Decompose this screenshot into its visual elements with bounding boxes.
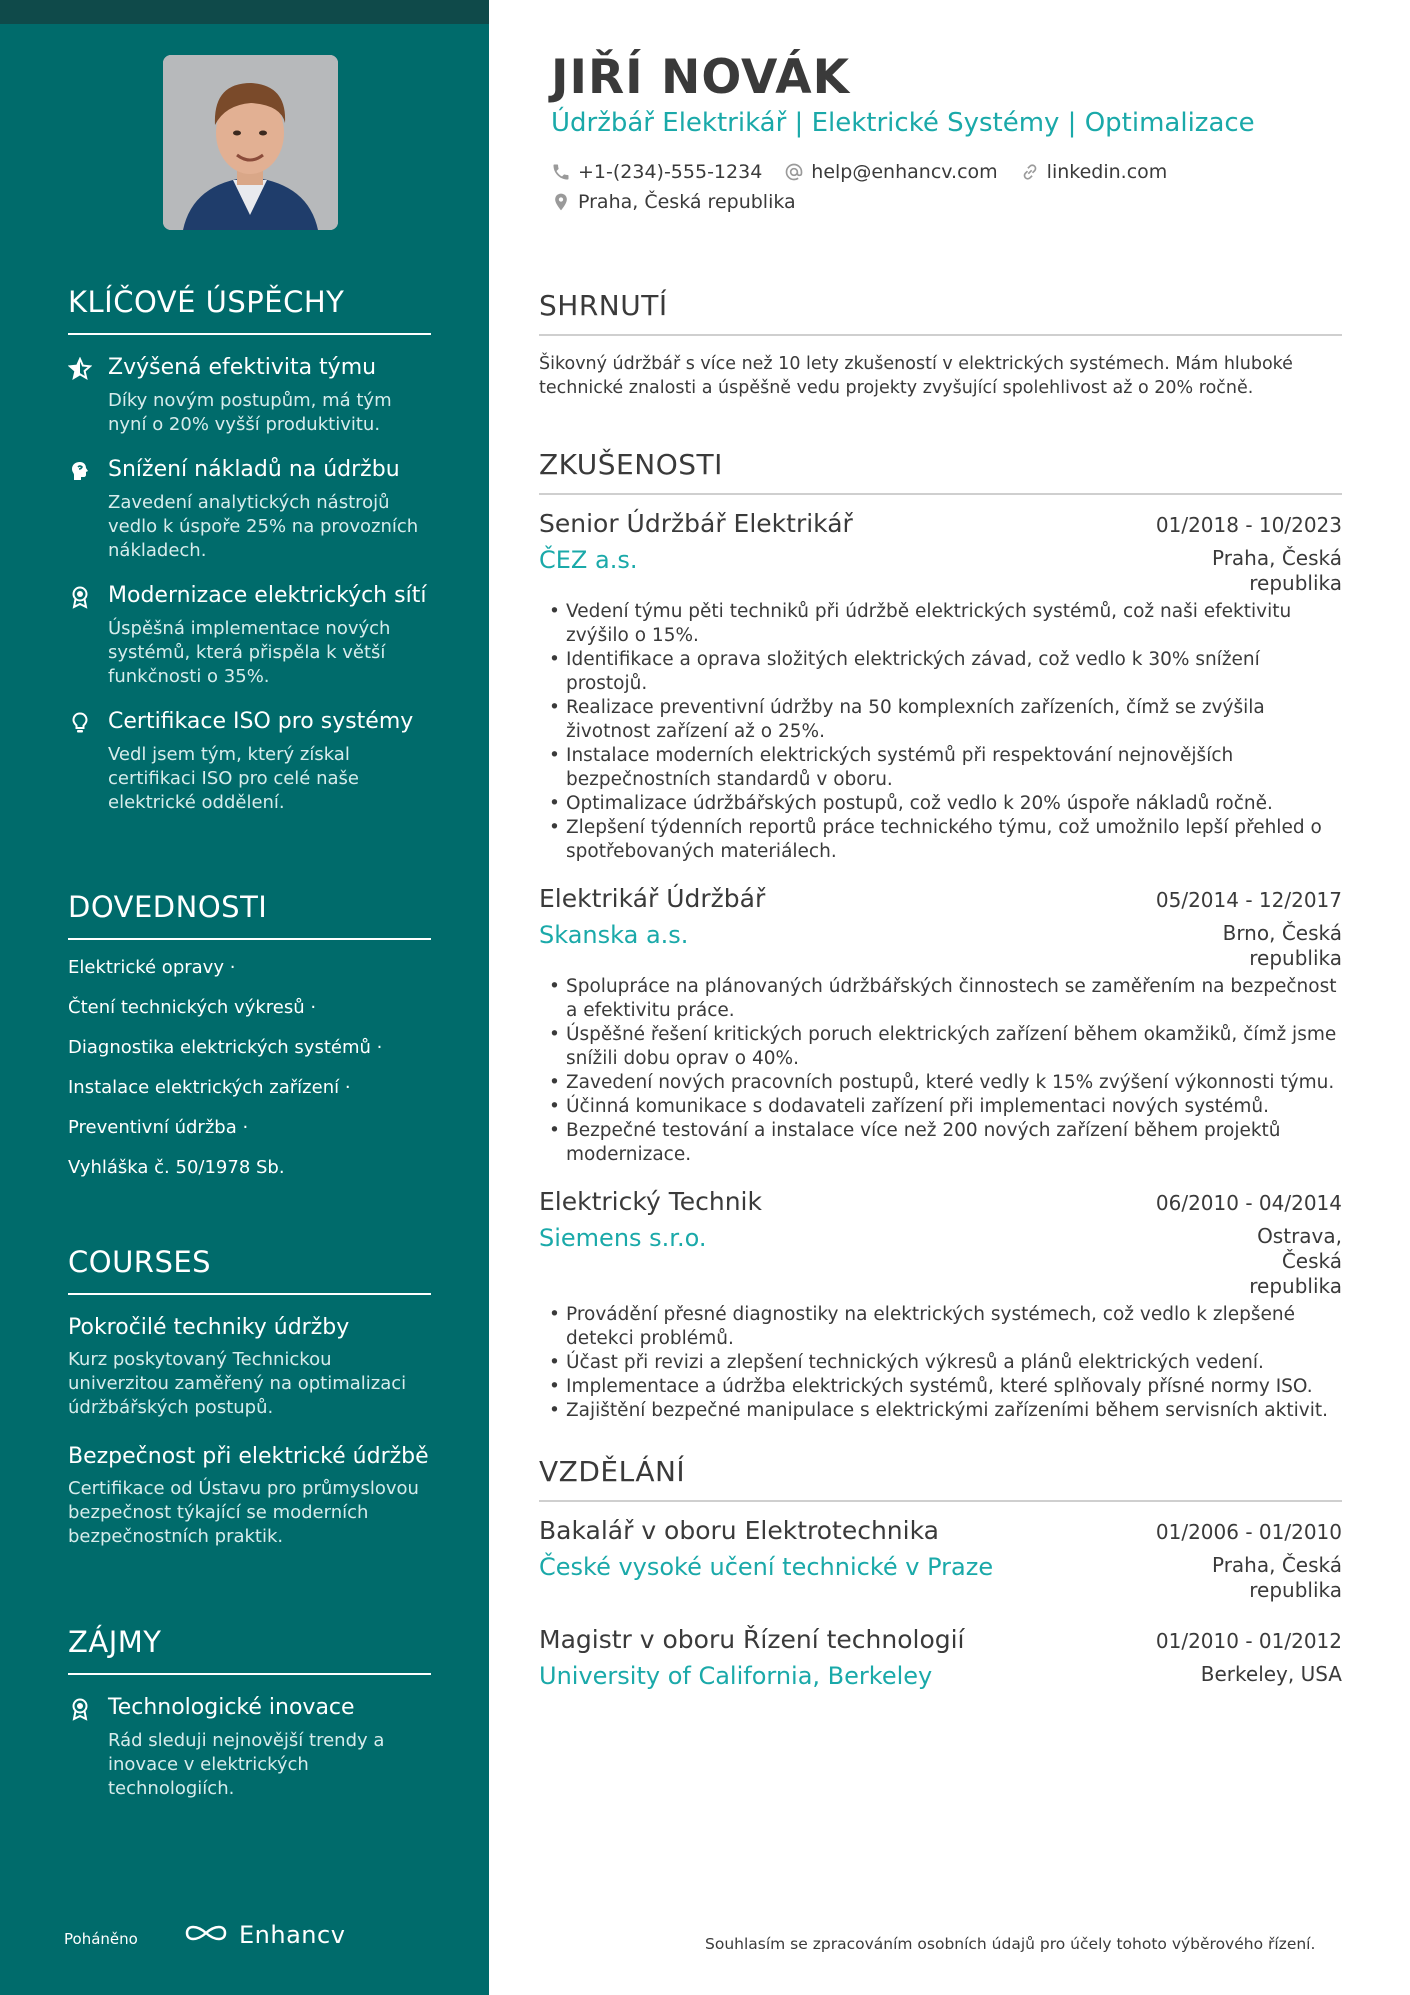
school-name: České vysoké učení technické v Praze [539,1553,994,1581]
achievement-title: Modernizace elektrických sítí [108,583,427,608]
job-bullet: • Úspěšné řešení kritických poruch elektrických zařízení během okamžiků, čímž jsme snížili dobu oprav o 40%. [539,1023,1342,1071]
achievement-desc: Vedl jsem tým, který získal certifikaci ISO pro celé naše elektrické oddělení. [108,744,359,813]
map-pin-icon [551,192,571,212]
job-bullet: • Bezpečné testování a instalace více než 200 nových zařízení během projektů modernizace. [539,1119,1342,1167]
job-bullet: • Zajištění bezpečné manipulace s elektrickými zařízeními během servisních aktivit. [539,1399,1342,1423]
enhancv-logo[interactable] [183,1920,345,1950]
award-icon [68,1697,92,1721]
education-date: 01/2006 - 01/2010 [1155,1520,1342,1544]
achievement-title: Certifikace ISO pro systémy [108,709,414,734]
achievement-item [68,455,431,563]
contact-location [551,191,796,213]
job-bullet: • Identifikace a oprava složitých elektrických závad, což vedlo k 30% snížení prostojů. [539,648,1342,696]
powered-by-label: Poháněno [64,1930,138,1948]
contact-row-location [551,191,818,213]
star-half-icon [68,357,92,381]
degree-title: Bakalář v oboru Elektrotechnika [539,1516,939,1545]
skill-item: Diagnostika elektrických systémů · [68,1037,383,1058]
job-bullet: • Spolupráce na plánovaných údržbářských činnostech se zaměřením na bezpečnost a efektivitu práce. [539,975,1342,1023]
achievement-title: Snížení nákladů na údržbu [108,457,400,482]
skills-heading: DOVEDNOSTI [68,890,431,940]
interest-item [68,1693,431,1801]
phone-icon [551,162,571,182]
award-icon [68,585,92,609]
degree-title: Magistr v oboru Řízení technologií [539,1625,965,1654]
sidebar [0,0,489,1995]
profile-photo [163,55,338,230]
gdpr-consent-text: Souhlasím se zpracováním osobních údajů pro účely tohoto výběrového řízení. [705,1935,1316,1953]
achievement-desc: Díky novým postupům, má tým nyní o 20% vyšší produktivitu. [108,390,392,435]
job-entry [539,1187,1342,1423]
job-bullet: • Účast při revizi a zlepšení technických výkresů a plánů elektrických vedení. [539,1351,1342,1375]
job-title: Elektrikář Údržbář [539,884,766,913]
experience-section [539,448,1342,1423]
contact-phone[interactable] [551,161,762,183]
brain-icon [68,459,92,483]
job-bullets [539,600,1342,864]
achievement-item [68,707,431,815]
courses-section [68,1245,431,1549]
job-bullet: • Instalace moderních elektrických systémů při respektování nejnovějších bezpečnostních standardů v oboru. [539,744,1342,792]
job-title: Senior Údržbář Elektrikář [539,509,853,538]
job-date: 05/2014 - 12/2017 [1155,888,1342,912]
lightbulb-icon [68,711,92,735]
education-date: 01/2010 - 01/2012 [1155,1629,1342,1653]
job-date: 06/2010 - 04/2014 [1155,1191,1342,1215]
job-location: Brno, Česká republika [1222,921,1342,970]
achievements-heading: KLÍČOVÉ ÚSPĚCHY [68,285,431,335]
course-desc: Certifikace od Ústavu pro průmyslovou bezpečnost týkající se moderních bezpečnostních praktik. [68,1478,419,1547]
job-bullet: • Optimalizace údržbářských postupů, což vedlo k 20% úspoře nákladů ročně. [539,792,1342,816]
skill-item: Čtení technických výkresů · [68,997,317,1018]
skill-item: Elektrické opravy · [68,957,236,978]
interest-desc: Rád sleduji nejnovější trendy a inovace v elektrických technologiích. [108,1730,385,1799]
job-bullet: • Zavedení nových pracovních postupů, které vedly k 15% zvýšení výkonnosti týmu. [539,1071,1342,1095]
job-bullets [539,975,1342,1167]
courses-heading: COURSES [68,1245,431,1295]
contact-location-text: Praha, Česká republika [578,191,796,213]
candidate-name: JIŘÍ NOVÁK [551,50,851,105]
interests-heading: ZÁJMY [68,1625,431,1675]
job-bullet: • Účinná komunikace s dodavateli zařízení při implementaci nových systémů. [539,1095,1342,1119]
course-desc: Kurz poskytovaný Technickou univerzitou zaměřený na optimalizaci údržbářských postupů. [68,1349,407,1418]
education-heading: VZDĚLÁNÍ [539,1455,1342,1502]
contact-row [551,161,1189,183]
contact-email[interactable] [784,161,997,183]
job-bullet: • Implementace a údržba elektrických systémů, které splňovaly přísné normy ISO. [539,1375,1342,1399]
job-bullet: • Zlepšení týdenních reportů práce technického týmu, což umožnilo lepší přehled o spotřebovaných materiálech. [539,816,1342,864]
skills-section [68,890,431,1180]
interests-section [68,1625,431,1801]
interest-title: Technologické inovace [108,1695,355,1720]
enhancv-logo-icon [183,1920,229,1950]
achievement-title: Zvýšená efektivita týmu [108,355,377,380]
summary-text: Šikovný údržbář s více než 10 lety zkušeností v elektrických systémech. Mám hluboké technické znalosti a úspěšně vedu projekty zvyšující spolehlivost až o 20% ročně. [539,354,1293,398]
job-bullet: • Vedení týmu pěti techniků při údržbě elektrických systémů, což naši efektivitu zvýšilo o 15%. [539,600,1342,648]
achievements-section [68,285,431,815]
education-location: Berkeley, USA [1200,1662,1342,1686]
job-entry [539,509,1342,864]
job-company: Skanska a.s. [539,921,689,949]
job-bullets [539,1303,1342,1423]
contact-linkedin[interactable] [1020,161,1168,183]
at-icon [784,162,804,182]
education-location: Praha, Česká republika [1211,1553,1342,1602]
job-company: ČEZ a.s. [539,546,638,574]
sidebar-top-bar [0,0,489,24]
skill-item: Vyhláška č. 50/1978 Sb. [68,1157,285,1178]
achievement-desc: Úspěšná implementace nových systémů, která přispěla k větší funkčnosti o 35%. [108,618,391,687]
course-title: Pokročilé techniky údržby [68,1315,350,1340]
education-entry [539,1625,1342,1690]
summary-section [539,289,1342,400]
experience-heading: ZKUŠENOSTI [539,448,1342,495]
job-title: Elektrický Technik [539,1187,762,1216]
education-section [539,1455,1342,1690]
job-bullet: • Provádění přesné diagnostiky na elektrických systémech, což vedlo k zlepšené detekci problémů. [539,1303,1342,1351]
job-bullet: • Realizace preventivní údržby na 50 komplexních zařízeních, čímž se zvýšila životnost zařízení až o 25%. [539,696,1342,744]
school-name: University of California, Berkeley [539,1662,933,1690]
candidate-headline: Údržbář Elektrikář | Elektrické Systémy | Optimalizace [551,108,1255,138]
job-location: Ostrava, Česká republika [1249,1224,1342,1298]
job-location: Praha, Česká republika [1211,546,1342,595]
contact-email-text: help@enhancv.com [811,161,998,183]
contact-phone-text: +1-(234)-555-1234 [578,161,763,183]
link-icon [1020,162,1040,182]
skill-item: Instalace elektrických zařízení · [68,1077,351,1098]
job-entry [539,884,1342,1167]
achievement-item [68,353,431,437]
job-date: 01/2018 - 10/2023 [1155,513,1342,537]
enhancv-logo-text: Enhancv [239,1921,346,1949]
skill-item: Preventivní údržba · [68,1117,249,1138]
education-entry [539,1516,1342,1603]
summary-heading: SHRNUTÍ [539,289,1342,336]
contact-linkedin-text: linkedin.com [1046,161,1168,183]
achievement-item [68,581,431,689]
course-title: Bezpečnost při elektrické údržbě [68,1444,429,1469]
achievement-desc: Zavedení analytických nástrojů vedlo k úspoře 25% na provozních nákladech. [108,492,419,561]
job-company: Siemens s.r.o. [539,1224,707,1252]
